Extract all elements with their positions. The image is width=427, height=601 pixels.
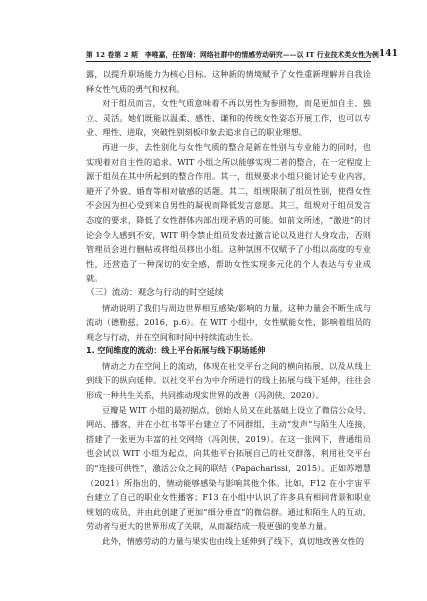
journal-header-text: 第 12 卷第 2 期 李唯嘉，任智琦：网络社群中的情感劳动研究——以 IT 行业技术类女性为例 (86, 51, 379, 59)
section-title: （三）流动：观念与行动的时空延续 (86, 287, 224, 298)
subsection-title: 1. 空间维度的流动：线上平台拓展与线下职场延伸 (86, 346, 266, 356)
header-rule (86, 61, 371, 62)
paragraph-2: 对于组员而言，女性气质意味着不再以男性为参照物，而是更加自主、独立、灵活。她们既能以温柔、感性、谦和的传统女性姿态开展工作，也可以专业、理性、进取，突破性别刻板印象去追求自己的职业理想。 (86, 98, 371, 138)
paragraph-1: 露，以提升职场能力为核心目标。这种新的情境赋予了女性重新理解并自我诠释女性气质的勇气和权利。 (86, 69, 371, 94)
running-header (86, 47, 398, 59)
body-text (86, 67, 371, 549)
paragraph-4: 情动说明了我们与周边世界相互感染/影响的力量，这种力量会不断生成与流动（德勒兹，2016，p.6）。在 WIT 小组中，女性赋能女性，影响着组员的观念与行动，并在空间和时间中持续流动生长。 (86, 302, 371, 342)
paragraph-5: 情动之力在空间上的流动，体现在社交平台之间的横向拓展，以及从线上到线下的纵向延伸。以社交平台为中介所进行的线上拓展与线下延伸，往往会形成一种共生关系，共同推动现实世界的改善（冯剑侠，2020）。 (86, 360, 371, 401)
paragraph-7: 此外，情感劳动的力量与果实也由线上延伸到了线下，真切地改善女性的 (102, 536, 365, 546)
page-number: 141 (378, 49, 398, 59)
paragraph-3: 再进一步，去性别化与女性气质的整合是新在性别与专业能力的同时，也实现着对自主性的追求。WIT 小组之所以能够实现二者的整合，在一定程度上源于组员在其中所起到的整合作用。其一，组规要求小组只能讨论专业内容，避开了外貌、婚育等相对敏感的话题。其二，组规限制了组员性别，使得女性不会因为担心受到来自男性的凝视而降低发言意愿。其三，组规对于组员发言态度的要求，降低了女性群体内部出现矛盾的可能。如前文所述，“激进”的讨论会令人感到不安，WIT 明令禁止组员发表过激言论以及进行人身攻击，否则管理员会进行删帖或将组员移出小组。这种氛围不仅赋予了小组以高度的专业性，还营造了一种深切的安全感，帮助女性实现多元化的个人表达与专业成就。 (86, 141, 371, 284)
paragraph-6: 豆瓣是 WIT 小组的最初据点，创始人员又在此基础上设立了微信公众号、网站、播客，并在小红书等平台建立了不同群组，主动“发声”与陌生人连接，搭建了一张更为丰富的社交网络（冯剑侠，2019）。在这一张网下，普通组员也会试以 WIT 小组为起点，向其他平台拓展自己的社交群落，利用社交平台的“连接可供性”，激活公众之间的联结（Papacharissi，2015）。正如苏增慧（2021）所指出的，情动能够感染与影响其他个体。比如，F12 在小宇宙平台建立了自己的职业女性播客；F13 在小组中认识了许多具有相同背景和职业规划的成员，并由此创建了更加“细分垂直”的微信群。通过和陌生人的互动，劳动者与更大的世界形成了关联，从而凝结成一股更强的变革力量。 (86, 404, 371, 532)
